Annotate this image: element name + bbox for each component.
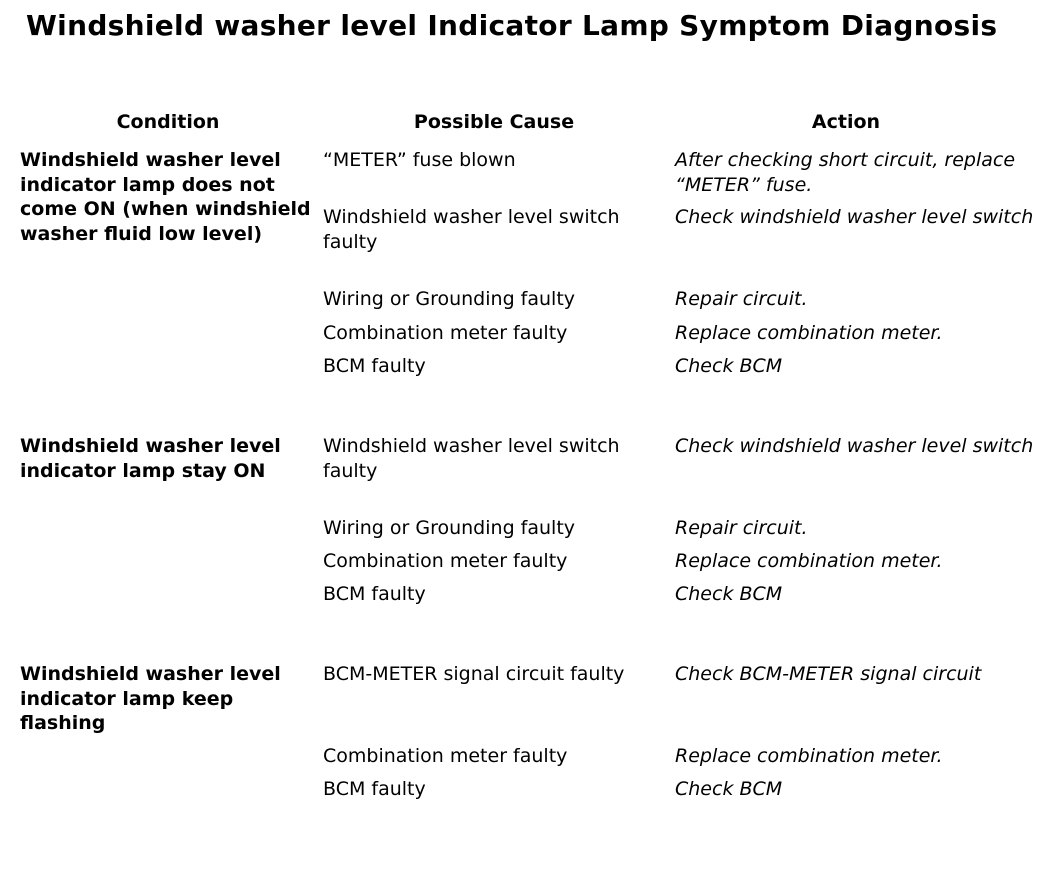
condition-text: Windshield washer level indicator lamp keep flashing	[20, 663, 281, 734]
cause-text: BCM faulty	[323, 778, 426, 800]
action-text: Replace combination meter.	[675, 745, 943, 767]
cause-text: Wiring or Grounding faulty	[323, 288, 576, 310]
action-text: Check windshield washer level switch	[675, 206, 1034, 228]
action-text: Check windshield washer level switch	[675, 435, 1034, 457]
action-text: Check BCM	[675, 583, 783, 605]
action-text: Check BCM-METER signal circuit	[675, 663, 982, 685]
cause-text: BCM faulty	[323, 355, 426, 377]
action-text: Check BCM	[675, 778, 783, 800]
action-text: Replace combination meter.	[675, 322, 943, 344]
condition-text: Windshield washer level indicator lamp stay ON	[20, 435, 281, 482]
condition-text: Windshield washer level indicator lamp does not come ON (when windshield washer fluid low level)	[20, 149, 311, 245]
cause-text: Wiring or Grounding faulty	[323, 517, 576, 539]
cause-text: Combination meter faulty	[323, 550, 568, 572]
action-text: Replace combination meter.	[675, 550, 943, 572]
action-text: Repair circuit.	[675, 288, 808, 310]
action-text: After checking short circuit, replace “METER” fuse.	[675, 149, 1016, 196]
cause-text: Windshield washer level switch faulty	[323, 435, 620, 482]
column-header-possible-cause: Possible Cause	[413, 111, 575, 133]
cause-text: Combination meter faulty	[323, 745, 568, 767]
action-text: Repair circuit.	[675, 517, 808, 539]
cause-text: BCM faulty	[323, 583, 426, 605]
page-title: Windshield washer level Indicator Lamp Symptom Diagnosis	[26, 9, 998, 42]
cause-text: “METER” fuse blown	[323, 149, 516, 171]
cause-text: Combination meter faulty	[323, 322, 568, 344]
column-header-condition: Condition	[116, 111, 220, 133]
cause-text: Windshield washer level switch faulty	[323, 206, 620, 253]
column-header-action: Action	[811, 111, 881, 133]
action-text: Check BCM	[675, 355, 783, 377]
cause-text: BCM-METER signal circuit faulty	[323, 663, 625, 685]
